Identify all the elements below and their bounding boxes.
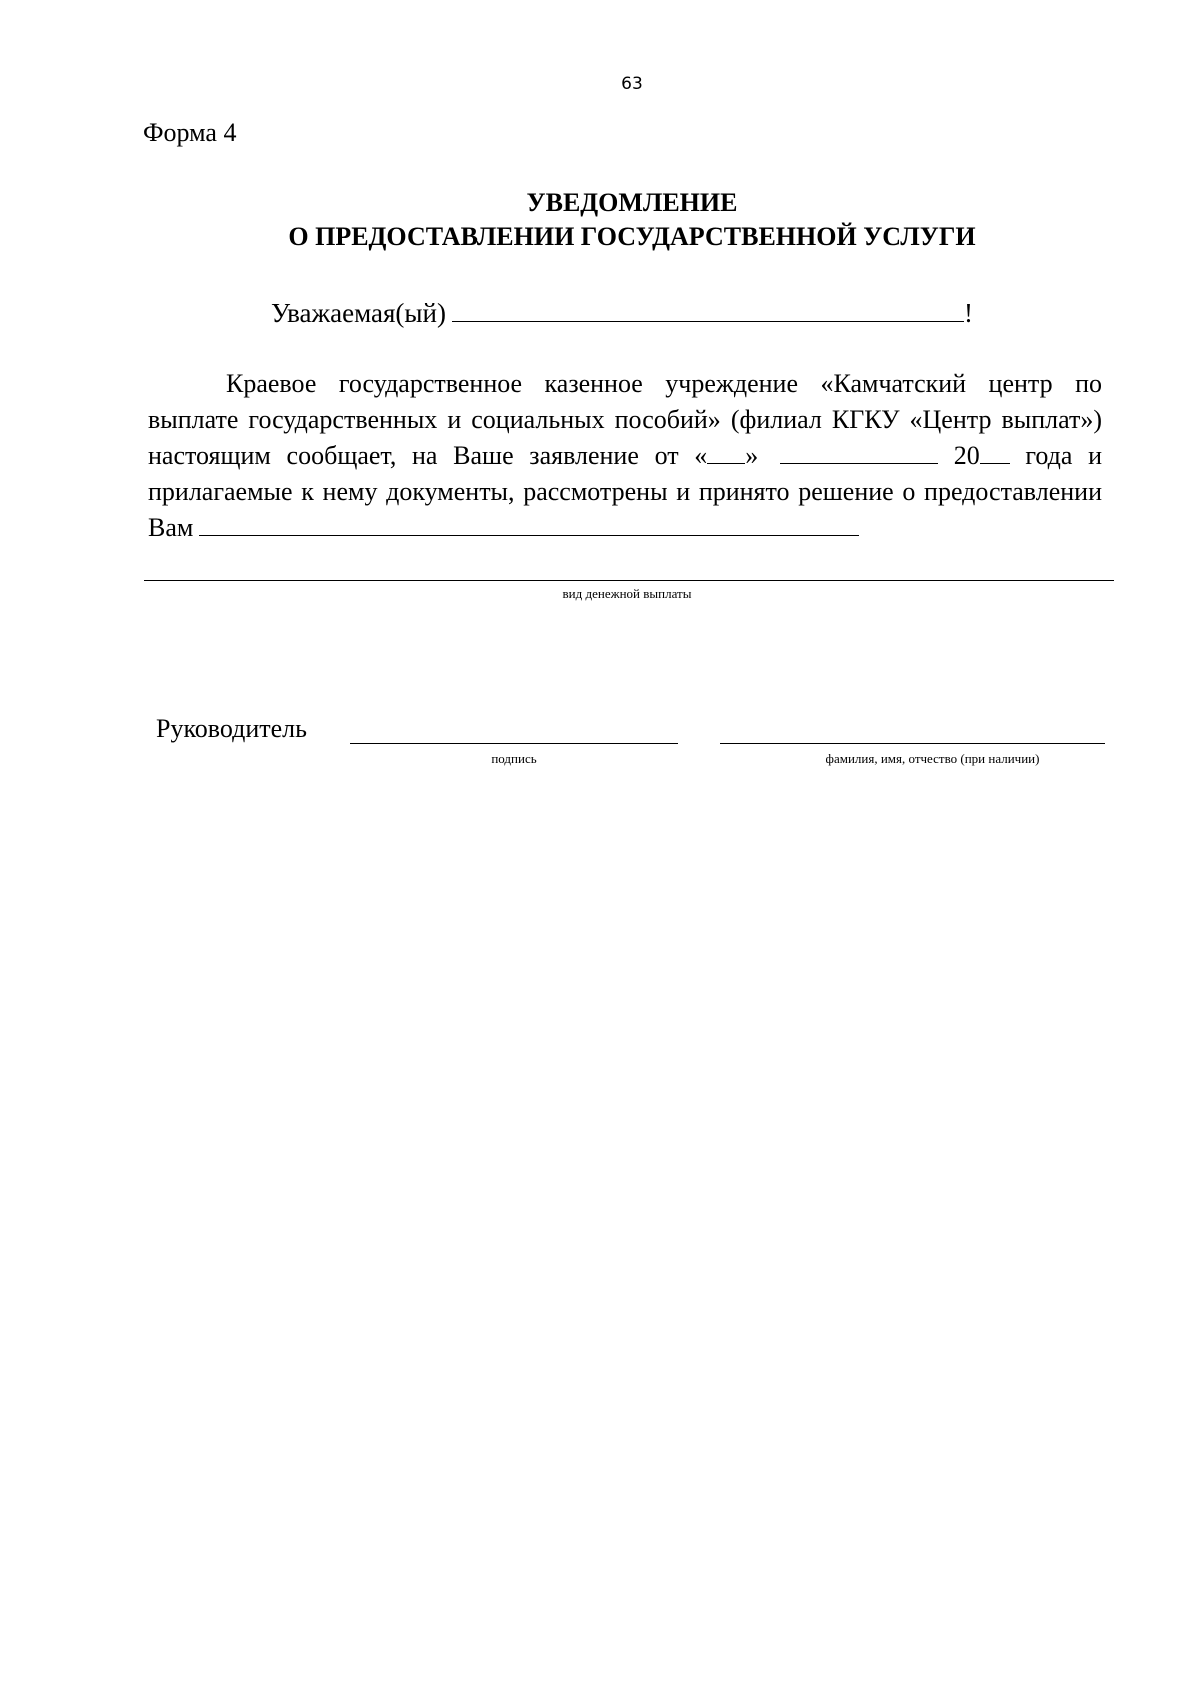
document-title: [0, 186, 1200, 254]
salutation-suffix: !: [963, 298, 973, 328]
notification-body: [148, 366, 1102, 546]
signature-caption: подпись: [491, 751, 537, 766]
payment-type-caption: вид денежной выплаты: [562, 586, 692, 601]
body-paragraph: [148, 366, 1102, 546]
application-month-blank[interactable]: [780, 443, 938, 464]
title-line-2: О ПРЕДОСТАВЛЕНИИ ГОСУДАРСТВЕННОЙ УСЛУГИ: [288, 222, 976, 251]
body-text-part-2: года и прилагаемые к нему документы, рассмотрены и принято решение о предоставлении Вам: [148, 441, 1103, 542]
body-text-part-1: Краевое государственное казенное учреждение «Камчатский центр по выплате государственных и социальных пособий» (филиал КГКУ «Центр выплат») настоящим сообщает, на Ваше заявление от «: [148, 369, 1102, 470]
payment-type-blank[interactable]: [199, 515, 859, 536]
payment-type-continuation-line[interactable]: [144, 580, 1114, 581]
salutation: [271, 298, 973, 329]
salutation-prefix: Уважаемая(ый): [271, 298, 446, 328]
full-name-line[interactable]: [720, 743, 1105, 744]
application-year-blank[interactable]: [980, 443, 1010, 464]
application-day-blank[interactable]: [707, 443, 745, 464]
form-label: Форма 4: [143, 118, 237, 147]
full-name-caption: фамилия, имя, отчество (при наличии): [825, 751, 1040, 766]
quote-close: »: [745, 441, 759, 470]
signature-line[interactable]: [350, 743, 678, 744]
recipient-name-blank[interactable]: [452, 299, 964, 322]
head-label: Руководитель: [156, 714, 307, 743]
page-number: 63: [621, 74, 643, 94]
title-line-1: УВЕДОМЛЕНИЕ: [526, 188, 738, 217]
year-prefix: 20: [953, 441, 980, 470]
